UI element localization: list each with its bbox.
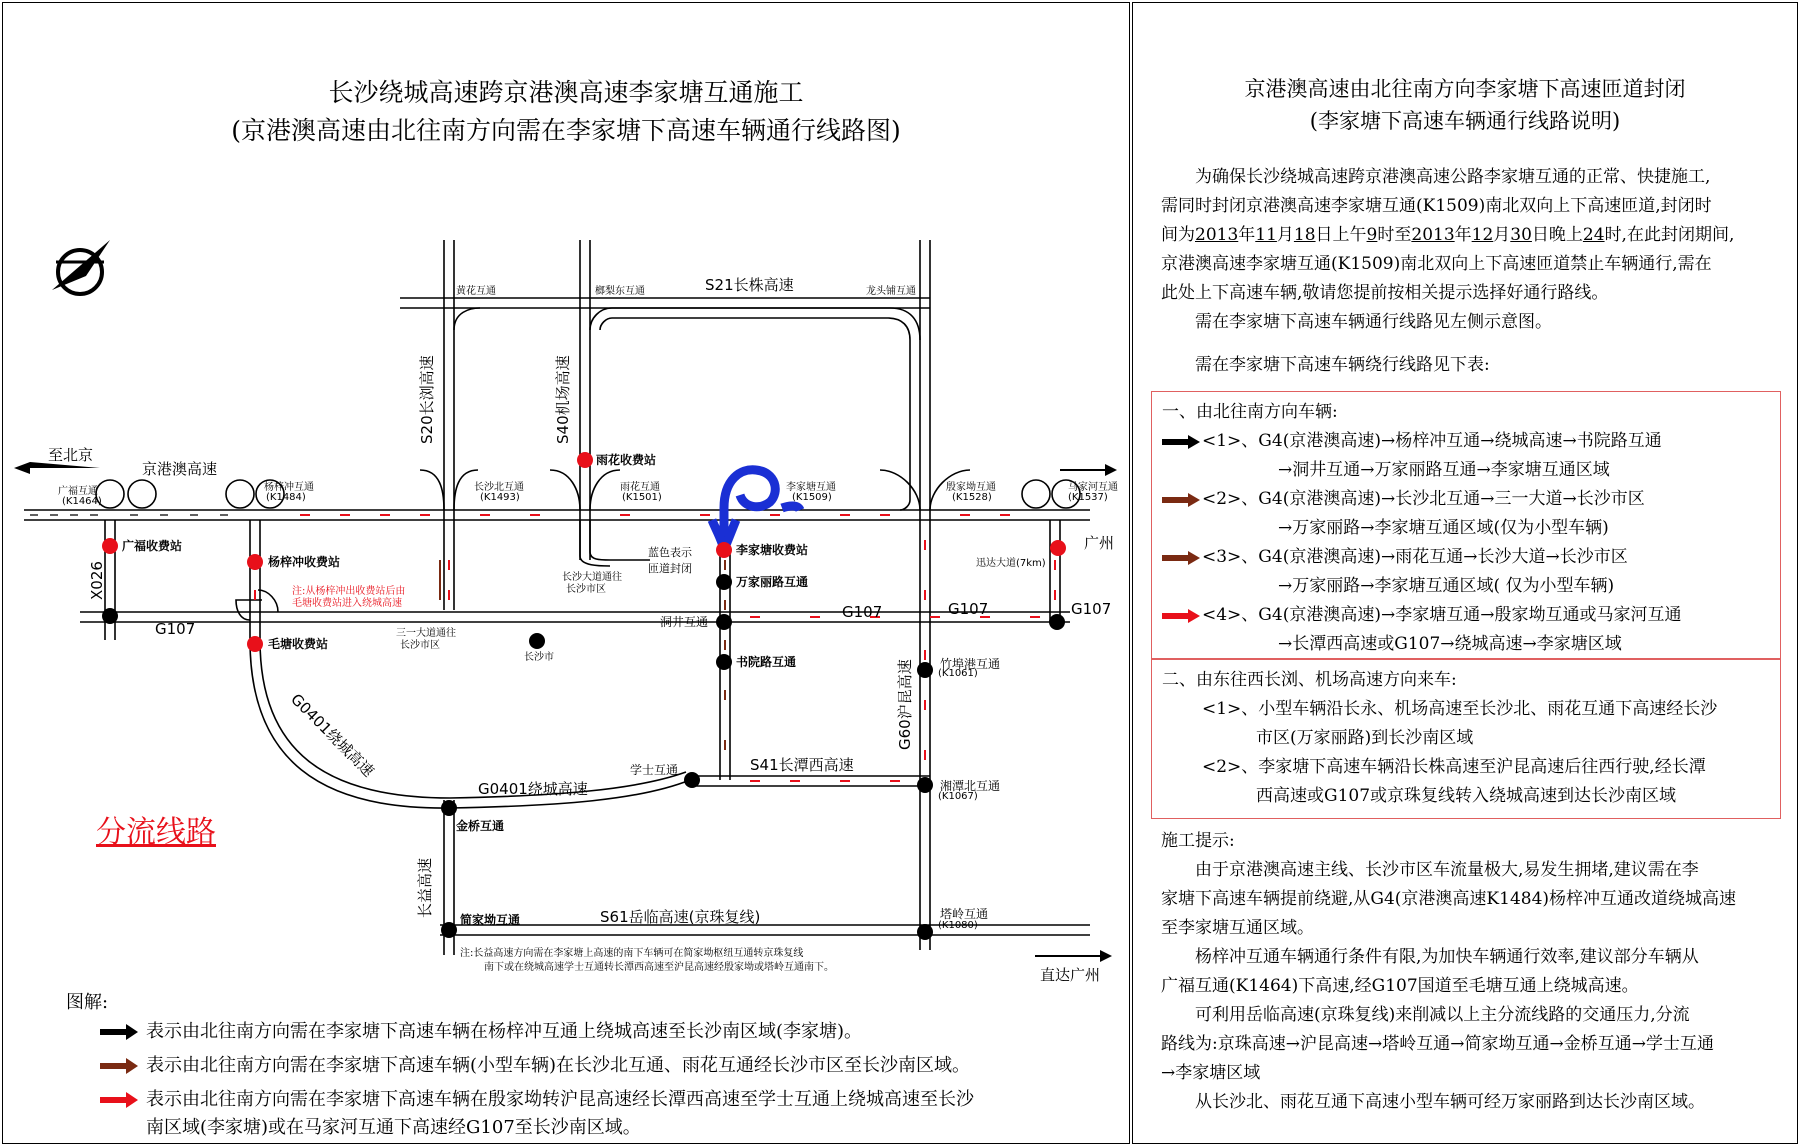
label-blue-note1: 蓝色表示	[648, 546, 692, 559]
date-month1: 11	[1255, 225, 1277, 245]
map-title: 长沙绕城高速跨京港澳高速李家塘互通施工	[328, 78, 804, 107]
label-lijiatang-k: (K1509)	[792, 492, 832, 503]
legend	[66, 988, 1066, 1148]
label-changshabei-k: (K1493)	[480, 492, 520, 503]
intro-line1: 为确保长沙绕城高速跨京港澳高速公路李家塘互通的正常、快捷施工,	[1195, 167, 1711, 187]
date-year2: 2013	[1411, 225, 1455, 245]
label-red-note2: 毛塘收费站进入绕城高速	[292, 598, 402, 609]
explain-title: 京港澳高速由北往南方向李家塘下高速匝道封闭	[1244, 77, 1686, 101]
legend-row-brown	[66, 1052, 1066, 1080]
label-red-note1: 注:从杨梓冲出收费站后由	[292, 586, 406, 597]
label-g0401b: G0401绕城高速	[478, 780, 588, 798]
unit-day2: 日晚上	[1531, 225, 1583, 245]
tips-p1b: 家塘下高速车辆提前绕避,从G4(京港澳高速K1484)杨梓冲互通改道绕城高速	[1161, 889, 1737, 909]
section2-item2a: <2>、李家塘下高速车辆沿长株高速至沪昆高速后往西行驶,经长潭	[1202, 757, 1706, 777]
label-xueshi: 学士互通	[630, 763, 679, 777]
label-g107b: G107	[842, 603, 883, 621]
unit-hour2: 时,在此封闭期间,	[1604, 225, 1735, 245]
date-hour1: 9	[1366, 225, 1378, 245]
label-maotang-toll: 毛塘收费站	[268, 637, 329, 651]
route-2-line2: →万家丽路→李家塘互通区域(仅为小型车辆)	[1278, 518, 1609, 538]
route-4	[1162, 601, 1770, 630]
label-to-beijing: 至北京	[48, 446, 94, 464]
tips-title: 施工提示:	[1161, 831, 1235, 851]
direction-arrows	[14, 462, 1117, 962]
tips-p1a: 由于京港澳高速主线、长沙市区车流量极大,易发生拥堵,建议需在李	[1195, 860, 1699, 880]
label-taling: 塔岭互通	[940, 907, 989, 921]
route-1	[1162, 427, 1770, 456]
intro-line2: 需同时封闭京港澳高速李家塘互通(K1509)南北双向上下高速匝道,封闭时	[1161, 196, 1712, 216]
label-jga: 京港澳高速	[142, 460, 218, 478]
route-4-line1: <4>、G4(京港澳高速)→李家塘互通→殷家坳互通或马家河互通	[1202, 605, 1682, 625]
legend-row-red	[66, 1086, 1066, 1142]
section2-title: 二、由东往西长浏、机场高速方向来车:	[1162, 670, 1457, 690]
label-yuhua-k: (K1501)	[622, 492, 662, 503]
route-3-line1: <3>、G4(京港澳高速)→雨花互通→长沙大道→长沙市区	[1202, 547, 1628, 567]
legend-text-brown: 表示由北往南方向需在李家塘下高速车辆(小型车辆)在长沙北互通、雨花互通经长沙市区至长沙南区域。	[146, 1055, 971, 1076]
date-month2: 12	[1471, 225, 1494, 245]
legend-row-black	[66, 1018, 1066, 1046]
label-sanyi2: 长沙市区	[400, 640, 440, 651]
label-changshadadao: 长沙大道通往	[562, 572, 622, 583]
label-taling-k: (K1080)	[938, 920, 978, 931]
brown-arrow-icon	[100, 1056, 138, 1076]
tips-p4: 从长沙北、雨花互通下高速小型车辆可经万家丽路到达长沙南区域。	[1195, 1092, 1705, 1112]
unit-month2: 月	[1493, 225, 1511, 245]
label-to-guangzhou: 广州	[1084, 534, 1115, 552]
legend-title: 图解:	[66, 992, 109, 1013]
intro-line4: 京港澳高速李家塘互通(K1509)南北双向上下高速匝道禁止车辆通行,需在	[1161, 254, 1712, 274]
label-changyi: 长益高速	[416, 857, 434, 918]
unit-month1: 月	[1276, 225, 1294, 245]
label-yangzichong-toll: 杨梓冲收费站	[268, 555, 341, 569]
tips-p3a: 可利用岳临高速(京珠复线)来削减以上主分流线路的交通压力,分流	[1195, 1005, 1690, 1025]
label-changshadadao2: 长沙市区	[566, 584, 606, 595]
label-x026: X026	[88, 561, 106, 600]
label-to-guangzhou2: 直达广州	[1040, 966, 1101, 984]
label-majiahe-ic: 马家河互通	[1068, 482, 1118, 493]
label-yangzichong-ic: 杨梓冲互通	[264, 482, 314, 493]
label-bottom-note1: 注:长益高速方向需在李家塘上高速的南下车辆可在简家坳枢纽互通转京珠复线	[460, 948, 804, 959]
route-3-line2: →万家丽路→李家塘互通区域( 仅为小型车辆)	[1278, 576, 1615, 596]
tips-p3c: →李家塘区域	[1161, 1063, 1261, 1083]
unit-year1: 年	[1238, 225, 1256, 245]
label-yinjiaao-k: (K1528)	[952, 492, 992, 503]
label-guangfu-k: (K1464)	[62, 496, 102, 507]
intro-line6: 需在李家塘下高速车辆通行线路见左侧示意图。	[1195, 312, 1552, 332]
label-yuhua-ic: 雨花互通	[620, 482, 660, 493]
tips-p1c: 至李家塘互通区域。	[1161, 918, 1314, 938]
section2-item1b: 市区(万家丽路)到长沙南区域	[1256, 728, 1474, 748]
legend-text-red: 表示由北往南方向需在李家塘下高速车辆在殷家坳转沪昆高速经长潭西高速至学士互通上绕城高速至长沙南区域(李家塘)或在马家河互通下高速经G107至长沙南区域。	[146, 1089, 974, 1138]
label-s61: S61岳临高速(京珠复线)	[600, 908, 761, 926]
label-zhufu-k: (K1061)	[938, 668, 978, 679]
brown-arrow-icon	[1162, 492, 1200, 508]
explanation-panel	[1132, 2, 1798, 1144]
intro-line5: 此处上下高速车辆,敬请您提前按相关提示选择好通行路线。	[1161, 283, 1609, 303]
date-hour2: 24	[1582, 225, 1605, 245]
label-shuyuan: 书院路互通	[736, 655, 797, 669]
label-g0401a: G0401绕城高速	[287, 690, 378, 781]
unit-year2: 年	[1454, 225, 1472, 245]
label-zhufu: 竹埠港互通	[940, 657, 1001, 671]
label-blue-note2: 匝道封闭	[648, 562, 692, 575]
label-guangfu-ic: 广福互通	[58, 486, 98, 497]
date-day2: 30	[1510, 225, 1532, 245]
date-year1: 2013	[1195, 225, 1239, 245]
label-yuhua-toll: 雨花收费站	[596, 453, 657, 467]
label-g107d: G107	[1071, 600, 1112, 618]
label-xiangtanbei: 湘潭北互通	[940, 779, 1001, 793]
label-majiahe-k: (K1537)	[1068, 492, 1108, 503]
black-arrow-icon	[1162, 434, 1200, 450]
label-longtou: 龙头铺互通	[866, 286, 916, 297]
route-1-line1: <1>、G4(京港澳高速)→杨梓冲互通→绕城高速→书院路互通	[1202, 431, 1662, 451]
section2-item2b: 西高速或G107或京珠复线转入绕城高速到达长沙南区域	[1256, 786, 1677, 806]
black-arrow-icon	[100, 1022, 138, 1042]
section2-item1a: <1>、小型车辆沿长永、机场高速至长沙北、雨花互通下高速经长沙	[1202, 699, 1718, 719]
label-yinjiaao-ic: 殷家坳互通	[946, 482, 996, 493]
label-s21: S21长株高速	[705, 276, 794, 294]
tips-p2b: 广福互通(K1464)下高速,经G107国道至毛塘互通上绕城高速。	[1161, 976, 1639, 996]
section1-title: 一、由北往南方向车辆:	[1162, 402, 1338, 422]
explain-subtitle: (李家塘下高速车辆通行线路说明)	[1309, 109, 1621, 133]
label-lijiatang-toll: 李家塘收费站	[736, 543, 809, 557]
label-jinqiao: 金桥互通	[456, 819, 505, 833]
label-wanjiali: 万家丽路互通	[736, 575, 809, 589]
route-3	[1162, 543, 1770, 572]
intro-line7: 需在李家塘下高速车辆绕行线路见下表:	[1195, 355, 1490, 375]
fenliu-label: 分流线路	[96, 815, 216, 850]
route-1-line2: →洞井互通→万家丽路互通→李家塘互通区域	[1278, 460, 1610, 480]
section2-box	[1151, 659, 1781, 819]
red-arrow-icon	[1162, 608, 1200, 624]
label-bottom-note2: 南下或在绕城高速学士互通转长潭西高速至沪昆高速经殷家坳或塔岭互通南下。	[484, 962, 834, 973]
unit-day1: 日上午	[1315, 225, 1367, 245]
tips-p3b: 路线为:京珠高速→沪昆高速→塔岭互通→简家坳互通→金桥互通→学士互通	[1161, 1034, 1714, 1054]
route-2-line1: <2>、G4(京港澳高速)→长沙北互通→三一大道→长沙市区	[1202, 489, 1645, 509]
label-dida: 迅达大道(7km)	[976, 558, 1046, 569]
brown-arrow-icon	[1162, 550, 1200, 566]
label-g107c: G107	[948, 600, 989, 618]
label-g60: G60沪昆高速	[896, 659, 914, 750]
section1-box	[1151, 391, 1781, 659]
label-jianjiachong: 简家坳互通	[460, 913, 521, 927]
compass-icon	[52, 240, 110, 294]
legend-text-black: 表示由北往南方向需在李家塘下高速车辆在杨梓冲互通上绕城高速至长沙南区域(李家塘)。	[146, 1021, 863, 1042]
intro-l3a: 间为	[1161, 225, 1195, 245]
label-dongjing: 洞井互通	[660, 615, 709, 629]
label-yangzichong-k: (K1484)	[266, 492, 306, 503]
intro-line3	[1161, 221, 1781, 250]
date-day1: 18	[1293, 225, 1316, 245]
label-changsha-city: 长沙市	[524, 652, 554, 663]
tips-p2a: 杨梓冲互通车辆通行条件有限,为加快车辆通行效率,建议部分车辆从	[1195, 947, 1699, 967]
route-4-line2: →长潭西高速或G107→绕城高速→李家塘区域	[1278, 634, 1622, 654]
label-s41: S41长潭西高速	[750, 756, 854, 774]
label-changshabei-ic: 长沙北互通	[474, 482, 524, 493]
label-g107a: G107	[155, 620, 196, 638]
unit-hour1: 时至	[1377, 225, 1412, 245]
map-subtitle: (京港澳高速由北往南方向需在李家塘下高速车辆通行线路图)	[231, 116, 901, 145]
label-lili-east: 榔梨东互通	[595, 286, 645, 297]
label-s20: S20长浏高速	[418, 355, 436, 444]
red-arrow-icon	[100, 1090, 138, 1110]
label-guangfu-toll: 广福收费站	[122, 539, 183, 553]
intro	[1161, 163, 1781, 380]
label-xiangtanbei-k: (K1067)	[938, 791, 978, 802]
label-huanghua: 黄花互通	[456, 286, 496, 297]
label-s40: S40机场高速	[554, 355, 572, 444]
label-sanyi: 三一大道通往	[396, 628, 456, 639]
tips	[1161, 827, 1781, 1117]
route-2	[1162, 485, 1770, 514]
label-lijiatang-ic: 李家塘互通	[786, 482, 836, 493]
